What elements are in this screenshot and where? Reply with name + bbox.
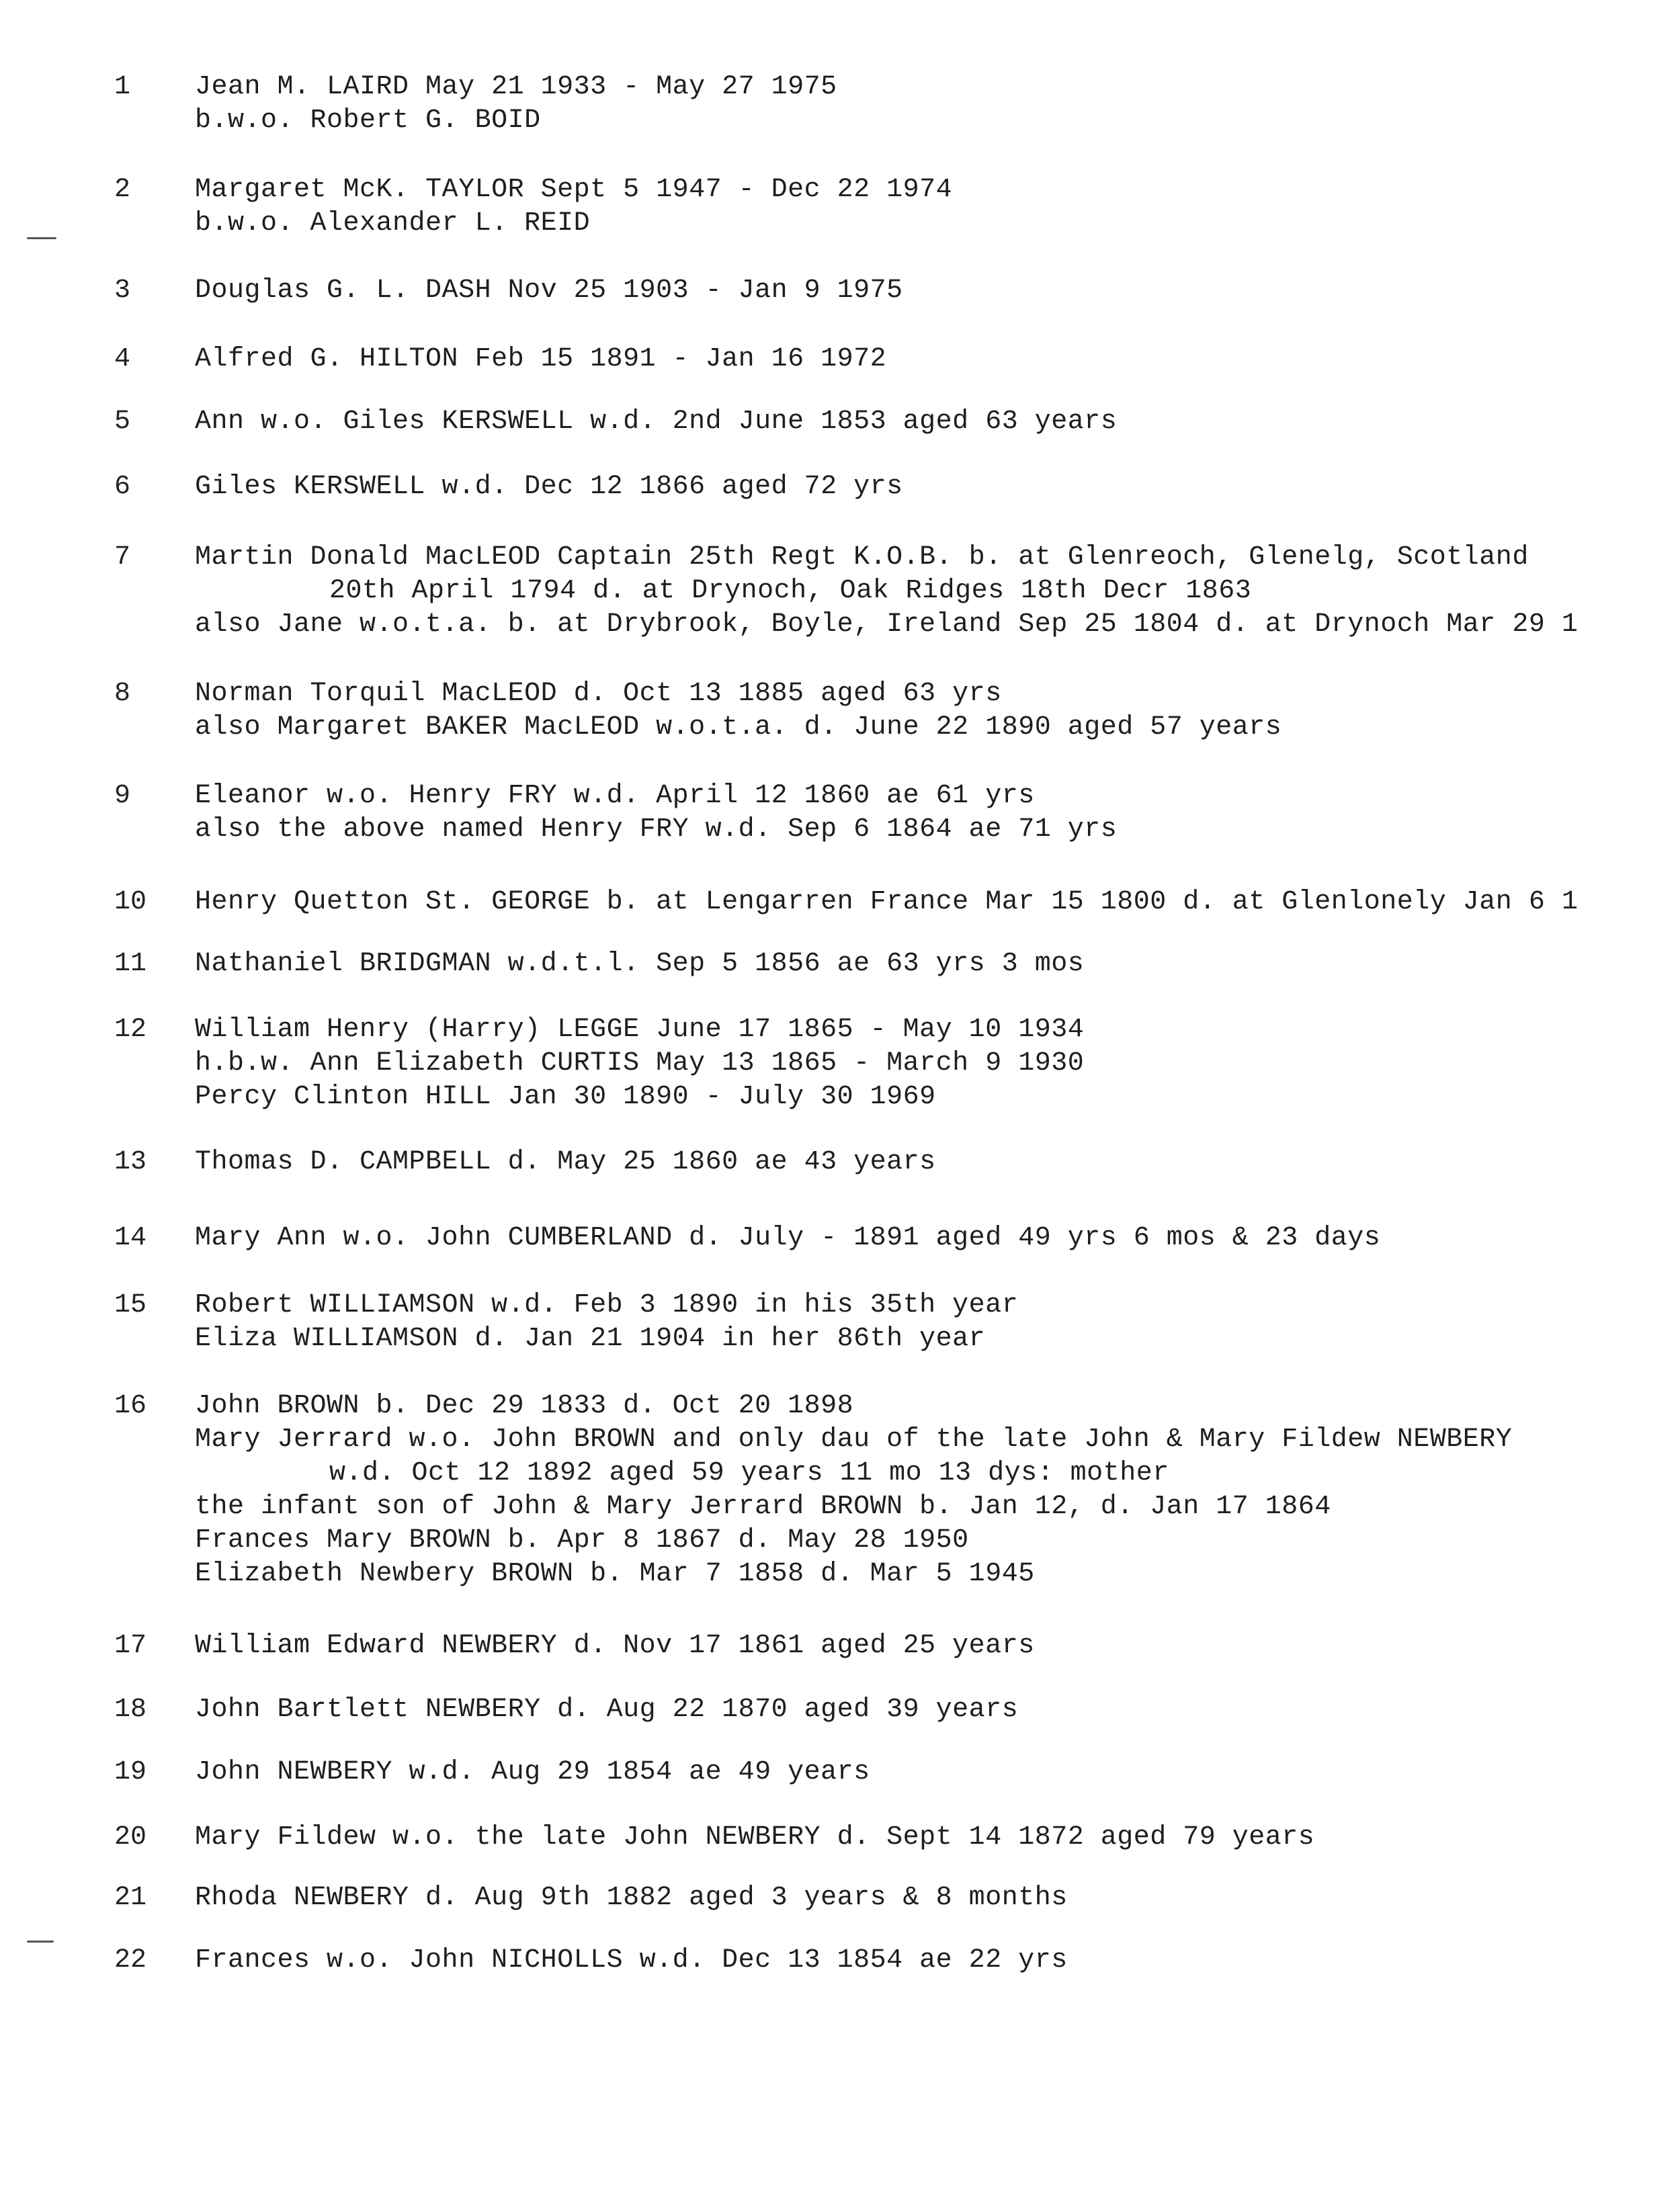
entry-text [195,1146,1646,1179]
entry-line: b.w.o. Robert G. BOID [195,105,541,136]
entry-text [195,173,1646,241]
entry-number: 2 [114,175,131,205]
entry-line: b.w.o. Alexander L. REID [195,208,591,239]
entry-line: Thomas D. CAMPBELL d. May 25 1860 ae 43 years [195,1147,936,1177]
entry-text [195,1629,1646,1663]
entry-text [195,886,1646,919]
entry-line: William Edward NEWBERY d. Nov 17 1861 aged 25 years [195,1631,1035,1661]
entry-line: Martin Donald MacLEOD Captain 25th Regt K.O.B. b. at Glenreoch, Glenelg, Scotland [195,542,1529,572]
entry-line: Margaret McK. TAYLOR Sept 5 1947 - Dec 22 1974 [195,175,953,205]
entry-line: Frances Mary BROWN b. Apr 8 1867 d. May 28 1950 [195,1525,969,1556]
entry-line: the infant son of John & Mary Jerrard BROWN b. Jan 12, d. Jan 17 1864 [195,1492,1331,1522]
entry-line: Frances w.o. John NICHOLLS w.d. Dec 13 1854 ae 22 yrs [195,1945,1068,1975]
entry-line: John BROWN b. Dec 29 1833 d. Oct 20 1898 [195,1391,854,1421]
entry-number: 11 [114,949,147,979]
entry-line: also the above named Henry FRY w.d. Sep 6 1864 ae 71 yrs [195,814,1118,845]
entry-line: John NEWBERY w.d. Aug 29 1854 ae 49 years [195,1757,870,1787]
entry-number: 22 [114,1945,147,1975]
entry-line: Elizabeth Newbery BROWN b. Mar 7 1858 d. Mar 5 1945 [195,1559,1035,1589]
entry-line: Giles KERSWELL w.d. Dec 12 1866 aged 72 yrs [195,472,903,502]
entry-number: 7 [114,542,131,572]
entry-number: 21 [114,1883,147,1913]
entry-line: Nathaniel BRIDGMAN w.d.t.l. Sep 5 1856 ae 63 yrs 3 mos [195,949,1085,979]
entry-line: Norman Torquil MacLEOD d. Oct 13 1885 aged 63 yrs [195,679,1002,709]
entry-text [195,1390,1646,1591]
entry-number: 19 [114,1757,147,1787]
entry-line: Henry Quetton St. GEORGE b. at Lengarren France Mar 15 1800 d. at Glenlonely Jan 6 1 [195,887,1579,917]
entry-line: Mary Fildew w.o. the late John NEWBERY d. Sept 14 1872 aged 79 years [195,1822,1315,1853]
entry-text [195,343,1646,376]
entry-line: Eleanor w.o. Henry FRY w.d. April 12 1860 ae 61 yrs [195,781,1035,811]
margin-mark [27,237,56,239]
entry-text [195,1222,1646,1255]
entry-line: William Henry (Harry) LEGGE June 17 1865 - May 10 1934 [195,1015,1085,1045]
entry-text [195,541,1646,642]
entry-line: Robert WILLIAMSON w.d. Feb 3 1890 in his 35th year [195,1290,1019,1320]
entry-line: also Jane w.o.t.a. b. at Drybrook, Boyle, Ireland Sep 25 1804 d. at Drynoch Mar 29 1 [195,609,1579,640]
entry-number: 1 [114,72,131,102]
entry-number: 13 [114,1147,147,1177]
entry-text [195,1944,1646,1977]
entry-number: 8 [114,679,131,709]
entry-line: Alfred G. HILTON Feb 15 1891 - Jan 16 1972 [195,344,887,374]
entry-number: 4 [114,344,131,374]
entry-line: Douglas G. L. DASH Nov 25 1903 - Jan 9 1975 [195,275,903,306]
entry-text [195,947,1646,981]
entry-line: Ann w.o. Giles KERSWELL w.d. 2nd June 1853 aged 63 years [195,407,1118,437]
entry-line: Rhoda NEWBERY d. Aug 9th 1882 aged 3 years & 8 months [195,1883,1068,1913]
entry-line: 20th April 1794 d. at Drynoch, Oak Ridges 18th Decr 1863 [329,576,1252,606]
entry-text [195,470,1646,504]
entry-number: 10 [114,887,147,917]
entry-text [195,1821,1646,1855]
entry-text [195,1693,1646,1727]
entry-text [195,1756,1646,1789]
entry-number: 18 [114,1695,147,1725]
entry-line: Mary Jerrard w.o. John BROWN and only dau of the late John & Mary Fildew NEWBERY [195,1424,1513,1455]
entry-line: Percy Clinton HILL Jan 30 1890 - July 30 1969 [195,1082,936,1112]
entry-text [195,779,1646,847]
entry-text [195,405,1646,439]
entry-number: 3 [114,275,131,306]
entry-text [195,677,1646,745]
entry-line: Mary Ann w.o. John CUMBERLAND d. July - 1891 aged 49 yrs 6 mos & 23 days [195,1223,1381,1253]
entry-number: 9 [114,781,131,811]
entry-text [195,274,1646,308]
entry-number: 5 [114,407,131,437]
entry-line: also Margaret BAKER MacLEOD w.o.t.a. d. June 22 1890 aged 57 years [195,712,1282,742]
entry-number: 14 [114,1223,147,1253]
entry-text [195,1881,1646,1915]
entry-text [195,71,1646,138]
entry-line: Jean M. LAIRD May 21 1933 - May 27 1975 [195,72,837,102]
entry-text [195,1013,1646,1114]
entry-line: h.b.w. Ann Elizabeth CURTIS May 13 1865 - March 9 1930 [195,1048,1085,1078]
entry-number: 15 [114,1290,147,1320]
entry-line: John Bartlett NEWBERY d. Aug 22 1870 aged 39 years [195,1695,1019,1725]
entry-line: Eliza WILLIAMSON d. Jan 21 1904 in her 86th year [195,1324,986,1354]
entry-number: 16 [114,1391,147,1421]
entry-number: 12 [114,1015,147,1045]
entry-number: 17 [114,1631,147,1661]
entry-text [195,1289,1646,1356]
entry-line: w.d. Oct 12 1892 aged 59 years 11 mo 13 dys: mother [329,1458,1169,1488]
margin-mark [27,1941,54,1943]
entry-number: 20 [114,1822,147,1853]
entry-number: 6 [114,472,131,502]
